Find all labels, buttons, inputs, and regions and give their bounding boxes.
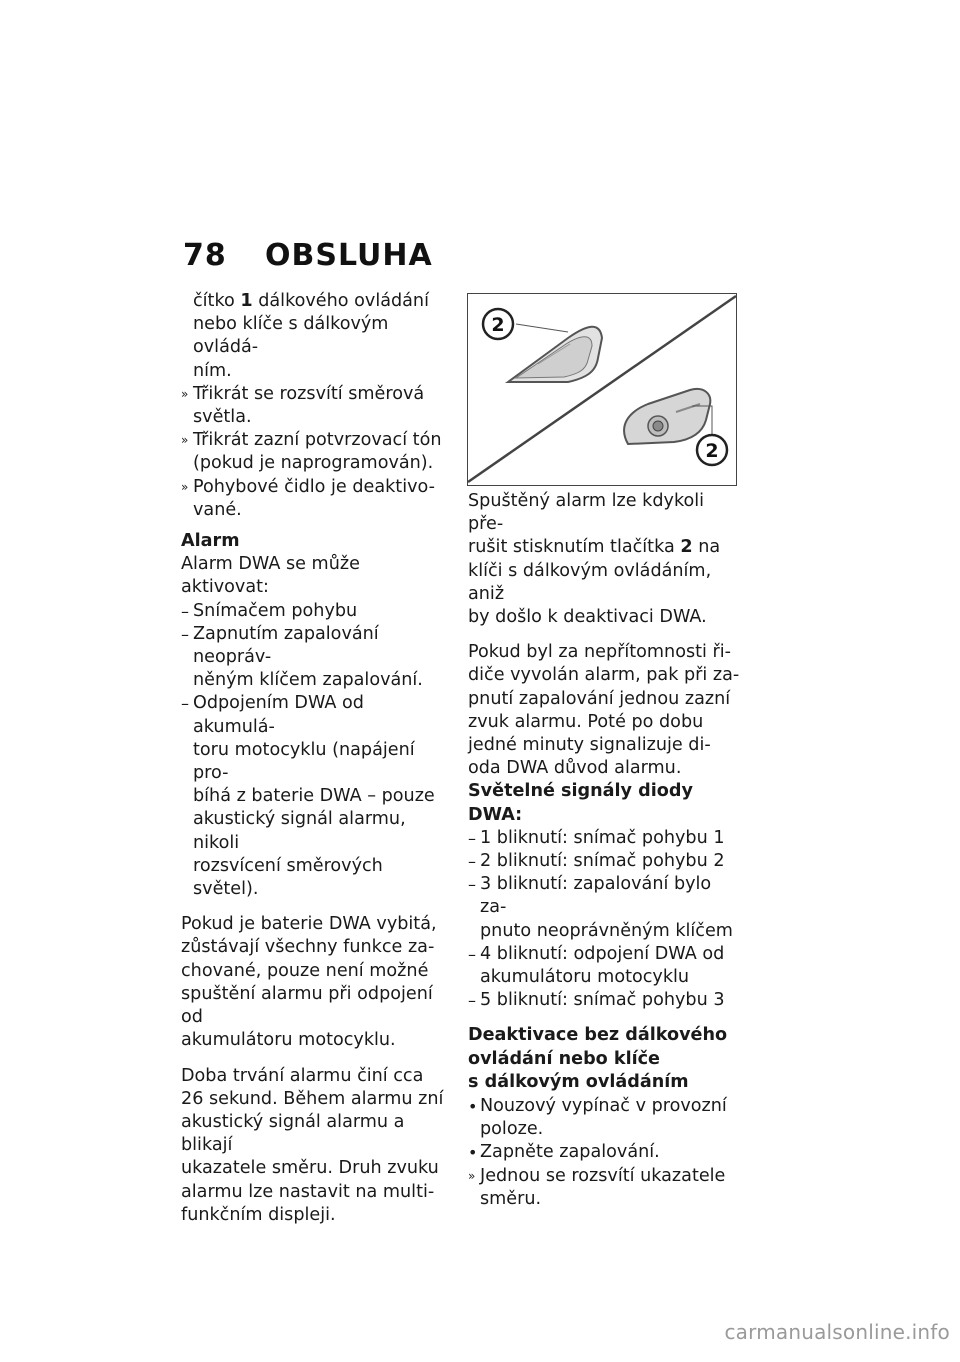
button-ref-2: 2 [680, 537, 693, 558]
alarm-heading: Alarm [181, 531, 240, 552]
result-arrow-icon: » [181, 433, 189, 448]
page-number: 78 [183, 238, 227, 273]
page-header [183, 238, 433, 278]
dash-icon: – [468, 991, 476, 1011]
key-fob-drawing [468, 294, 736, 485]
result-item: » Třikrát zazní potvrzovací tón [181, 429, 451, 452]
list-item: – Snímačem pohybu [181, 600, 451, 623]
list-item: – 4 bliknutí: odpojení DWA od [468, 943, 743, 966]
list-item: – Zapnutím zapalování neopráv- [181, 623, 379, 668]
dash-icon: – [181, 624, 189, 644]
right-column: Spuštěný alarm lze kdykoli pře- rušit stisknutím tlačítka 2 na klíči s dálkovým ovládáním, aniž by došlo k deaktivaci DWA. Pokud byl za nepřítomnosti ři- diče vyvolán alarm, pak při za- pnutí zapalování jednou zazní zvuk alarmu. Poté po dobu jedné minuty signalizuje di- oda DWA důvod alarmu. Světelné signály diody DWA: – 1 bliknutí: snímač pohybu 1 – 2 bliknutí: snímač pohybu 2 – 3 bliknutí: zapalování bylo za- pnuto neoprávněným klíčem – 4 bliknutí: odpojení DWA od akumulátoru motocyklu – 5 bliknutí: snímač pohybu 3 Deaktivace bez dálkového ovládání nebo klíče s dálkovým ovládáním • Nouzový vypínač v provozní poloze. • Zapněte zapalování. » Jednou se rozsvítí ukazatele směru. [468, 490, 743, 1211]
step-item: • Zapněte zapalování. [468, 1141, 743, 1164]
dash-icon: – [181, 694, 189, 714]
list-item: – 5 bliknutí: snímač pohybu 3 [468, 989, 743, 1012]
signals-heading: Světelné signály diody DWA: [468, 781, 693, 825]
result-arrow-icon: » [468, 1168, 476, 1183]
result-item: » Jednou se rozsvítí ukazatele [468, 1165, 743, 1188]
watermark: carmanualsonline.info [724, 1320, 950, 1344]
alarm-intro: Alarm DWA se může aktivovat: [181, 554, 360, 598]
paragraph-battery: Pokud je baterie DWA vybitá, zůstávají všechny funkce za- chované, pouze není možné spuštění alarmu při odpojení od akumulátoru motocyklu. [181, 914, 437, 1051]
dash-icon: – [468, 875, 476, 895]
result-item: » Třikrát se rozsvítí směrová [181, 383, 451, 406]
button-ref-1: 1 [240, 291, 253, 311]
remote-key-bottom-icon [624, 389, 710, 444]
paragraph-duration: Doba trvání alarmu činí cca 26 sekund. Během alarmu zní akustický signál alarmu a blikají ukazatele směru. Druh zvuku alarmu lze nastavit na multi- funkčním displeji. [181, 1065, 444, 1225]
callout-line [516, 324, 568, 332]
list-item: – 1 bliknutí: snímač pohybu 1 [468, 827, 743, 850]
result-item: » Pohybové čidlo je deaktivo- [181, 476, 451, 499]
callout-label-bottom: 2 [705, 440, 719, 462]
deactivate-heading: Deaktivace bez dálkového ovládání nebo klíče s dálkovým ovládáním [468, 1025, 728, 1093]
result-arrow-icon: » [181, 479, 189, 494]
callout-label-top: 2 [491, 314, 505, 336]
remote-key-top-icon [508, 327, 602, 382]
section-title: OBSLUHA [265, 238, 433, 273]
dash-icon: – [468, 852, 476, 872]
dash-icon: – [468, 944, 476, 964]
step-item: • Nouzový vypínač v provozní [468, 1095, 743, 1118]
continued-text: čítko 1 dálkového ovládání [193, 291, 429, 311]
dash-icon: – [181, 601, 189, 621]
key-fob-illustration [467, 293, 737, 486]
paragraph-stop-alarm: Spuštěný alarm lze kdykoli pře- rušit stisknutím tlačítka 2 na klíči s dálkovým ovládáním, aniž by došlo k deaktivaci DWA. [468, 491, 721, 628]
list-item: – 2 bliknutí: snímač pohybu 2 [468, 850, 743, 873]
result-arrow-icon: » [181, 386, 189, 401]
paragraph-absence: Pokud byl za nepřítomnosti ři- diče vyvolán alarm, pak při za- pnutí zapalování jednou zazní zvuk alarmu. Poté po dobu jedné minuty signalizuje di- oda DWA důvod alarmu. [468, 642, 740, 779]
left-column: čítko 1 dálkového ovládání nebo klíče s dálkovým ovládá- ním. » Třikrát se rozsvítí směrová světla. » Třikrát zazní potvrzovací tón (pokud je naprogramován). » Pohybové čidlo je deaktivo- vané. Alarm Alarm DWA se může aktivovat: – Snímačem pohybu – Zapnutím zapalování neopráv- něným klíčem zapalování. – Odpojením DWA od akumulá- toru motocyklu (napájení pro- bíhá z baterie DWA – pouze akustický signál alarmu, nikoli rozsvícení směrových světel). Pokud je baterie DWA vybitá, zůstávají všechny funkce za- chované, pouze není možné spuštění alarmu při odpojení od akumulátoru motocyklu. Doba trvání alarmu činí cca 26 sekund. Během alarmu zní akustický signál alarmu a blikají ukazatele směru. Druh zvuku alarmu lze nastavit na multi- funkčním displeji. [181, 290, 451, 1227]
list-item: – Odpojením DWA od akumulá- [181, 693, 364, 737]
bullet-icon: • [468, 1096, 478, 1116]
dash-icon: – [468, 828, 476, 848]
bullet-icon: • [468, 1143, 478, 1163]
list-item: – 3 bliknutí: zapalování bylo za- [468, 874, 712, 918]
